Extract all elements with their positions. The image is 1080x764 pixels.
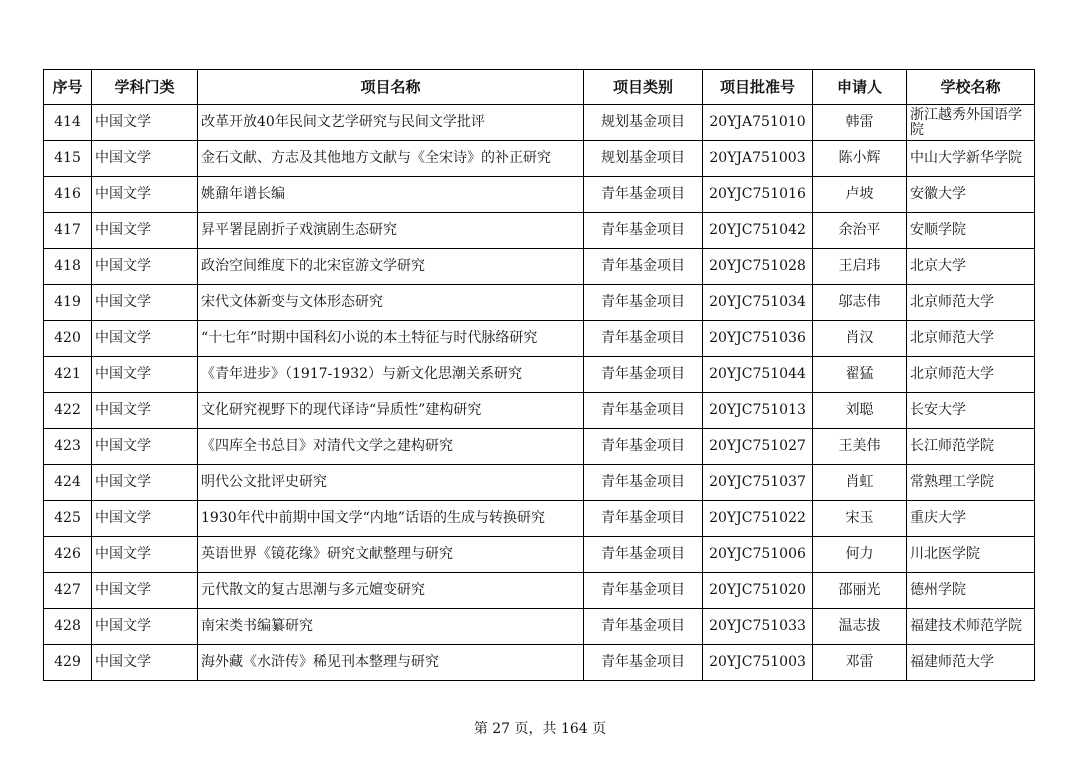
school-cell: 福建技术师范学院 [907,609,1035,645]
discipline-cell: 中国文学 [92,285,198,321]
project-type-cell: 规划基金项目 [584,141,703,177]
project-name-cell: 姚鼐年谱长编 [198,177,584,213]
discipline-cell: 中国文学 [92,213,198,249]
applicant-cell: 王美伟 [813,429,907,465]
approval-number-cell: 20YJC751028 [703,249,813,285]
index-cell: 415 [44,141,92,177]
table-row [44,501,1035,537]
project-name-cell: 昇平署昆剧折子戏演剧生态研究 [198,213,584,249]
index-cell: 423 [44,429,92,465]
table-row [44,177,1035,213]
discipline-cell: 中国文学 [92,465,198,501]
applicant-cell: 翟猛 [813,357,907,393]
header-project-name: 项目名称 [198,70,584,105]
discipline-cell: 中国文学 [92,105,198,141]
approval-number-cell: 20YJC751027 [703,429,813,465]
index-cell: 424 [44,465,92,501]
approval-number-cell: 20YJC751003 [703,645,813,681]
project-type-cell: 青年基金项目 [584,609,703,645]
approval-number-cell: 20YJC751013 [703,393,813,429]
project-type-cell: 青年基金项目 [584,501,703,537]
project-type-cell: 青年基金项目 [584,393,703,429]
school-cell: 长江师范学院 [907,429,1035,465]
project-name-cell: 明代公文批评史研究 [198,465,584,501]
discipline-cell: 中国文学 [92,321,198,357]
project-name-cell: 《四库全书总目》对清代文学之建构研究 [198,429,584,465]
project-name-cell: 文化研究视野下的现代译诗“异质性”建构研究 [198,393,584,429]
school-cell: 北京师范大学 [907,285,1035,321]
applicant-cell: 邵丽光 [813,573,907,609]
discipline-cell: 中国文学 [92,141,198,177]
index-cell: 426 [44,537,92,573]
school-cell: 北京大学 [907,249,1035,285]
index-cell: 420 [44,321,92,357]
approval-number-cell: 20YJC751042 [703,213,813,249]
table-row [44,429,1035,465]
project-type-cell: 青年基金项目 [584,357,703,393]
applicant-cell: 肖汉 [813,321,907,357]
index-cell: 414 [44,105,92,141]
discipline-cell: 中国文学 [92,429,198,465]
table-row [44,537,1035,573]
index-cell: 416 [44,177,92,213]
table-row [44,609,1035,645]
project-name-cell: 改革开放40年民间文艺学研究与民间文学批评 [198,105,584,141]
index-cell: 425 [44,501,92,537]
index-cell: 421 [44,357,92,393]
discipline-cell: 中国文学 [92,645,198,681]
project-type-cell: 青年基金项目 [584,429,703,465]
header-project-type: 项目类别 [584,70,703,105]
school-cell: 德州学院 [907,573,1035,609]
project-name-cell: 金石文献、方志及其他地方文献与《全宋诗》的补正研究 [198,141,584,177]
header-approval-number: 项目批准号 [703,70,813,105]
index-cell: 428 [44,609,92,645]
applicant-cell: 余治平 [813,213,907,249]
approval-number-cell: 20YJC751036 [703,321,813,357]
table-header-row [44,70,1035,105]
school-cell: 安徽大学 [907,177,1035,213]
table-row [44,645,1035,681]
applicant-cell: 陈小辉 [813,141,907,177]
school-cell: 浙江越秀外国语学院 [907,105,1035,141]
project-name-cell: 英语世界《镜花缘》研究文献整理与研究 [198,537,584,573]
table-row [44,573,1035,609]
index-cell: 419 [44,285,92,321]
index-cell: 427 [44,573,92,609]
project-name-cell: 1930年代中前期中国文学“内地”话语的生成与转换研究 [198,501,584,537]
table-row [44,105,1035,141]
table-row [44,357,1035,393]
applicant-cell: 何力 [813,537,907,573]
project-name-cell: 宋代文体新变与文体形态研究 [198,285,584,321]
index-cell: 422 [44,393,92,429]
discipline-cell: 中国文学 [92,249,198,285]
school-cell: 安顺学院 [907,213,1035,249]
table-row [44,465,1035,501]
applicant-cell: 卢坡 [813,177,907,213]
applicant-cell: 王启玮 [813,249,907,285]
approval-number-cell: 20YJA751010 [703,105,813,141]
applicant-cell: 邬志伟 [813,285,907,321]
discipline-cell: 中国文学 [92,357,198,393]
project-name-cell: 海外藏《水浒传》稀见刊本整理与研究 [198,645,584,681]
index-cell: 417 [44,213,92,249]
approval-number-cell: 20YJA751003 [703,141,813,177]
project-name-cell: 《青年进步》（1917-1932）与新文化思潮关系研究 [198,357,584,393]
header-index: 序号 [44,70,92,105]
project-type-cell: 青年基金项目 [584,573,703,609]
project-type-cell: 青年基金项目 [584,285,703,321]
table-row [44,141,1035,177]
applicant-cell: 韩雷 [813,105,907,141]
project-type-cell: 规划基金项目 [584,105,703,141]
table-row [44,213,1035,249]
discipline-cell: 中国文学 [92,537,198,573]
header-school: 学校名称 [907,70,1035,105]
index-cell: 418 [44,249,92,285]
applicant-cell: 刘聪 [813,393,907,429]
header-applicant: 申请人 [813,70,907,105]
approval-number-cell: 20YJC751022 [703,501,813,537]
discipline-cell: 中国文学 [92,609,198,645]
applicant-cell: 温志拔 [813,609,907,645]
discipline-cell: 中国文学 [92,177,198,213]
project-type-cell: 青年基金项目 [584,465,703,501]
project-type-cell: 青年基金项目 [584,177,703,213]
page-footer: 第 27 页，共 164 页 [473,721,607,737]
table-row [44,393,1035,429]
project-type-cell: 青年基金项目 [584,213,703,249]
discipline-cell: 中国文学 [92,573,198,609]
approval-number-cell: 20YJC751016 [703,177,813,213]
approval-number-cell: 20YJC751020 [703,573,813,609]
approval-number-cell: 20YJC751006 [703,537,813,573]
project-name-cell: “十七年”时期中国科幻小说的本土特征与时代脉络研究 [198,321,584,357]
table-row [44,249,1035,285]
discipline-cell: 中国文学 [92,393,198,429]
index-cell: 429 [44,645,92,681]
applicant-cell: 宋玉 [813,501,907,537]
project-type-cell: 青年基金项目 [584,537,703,573]
school-cell: 北京师范大学 [907,357,1035,393]
discipline-cell: 中国文学 [92,501,198,537]
project-type-cell: 青年基金项目 [584,249,703,285]
school-cell: 福建师范大学 [907,645,1035,681]
approval-number-cell: 20YJC751033 [703,609,813,645]
project-type-cell: 青年基金项目 [584,645,703,681]
table-row [44,285,1035,321]
project-name-cell: 南宋类书编纂研究 [198,609,584,645]
approval-number-cell: 20YJC751044 [703,357,813,393]
approval-number-cell: 20YJC751037 [703,465,813,501]
school-cell: 川北医学院 [907,537,1035,573]
school-cell: 长安大学 [907,393,1035,429]
project-name-cell: 政治空间维度下的北宋宦游文学研究 [198,249,584,285]
school-cell: 北京师范大学 [907,321,1035,357]
applicant-cell: 邓雷 [813,645,907,681]
school-cell: 重庆大学 [907,501,1035,537]
project-type-cell: 青年基金项目 [584,321,703,357]
applicant-cell: 肖虹 [813,465,907,501]
table-row [44,321,1035,357]
approval-number-cell: 20YJC751034 [703,285,813,321]
school-cell: 中山大学新华学院 [907,141,1035,177]
header-discipline: 学科门类 [92,70,198,105]
school-cell: 常熟理工学院 [907,465,1035,501]
project-name-cell: 元代散文的复古思潮与多元嬗变研究 [198,573,584,609]
project-table [43,69,1035,681]
